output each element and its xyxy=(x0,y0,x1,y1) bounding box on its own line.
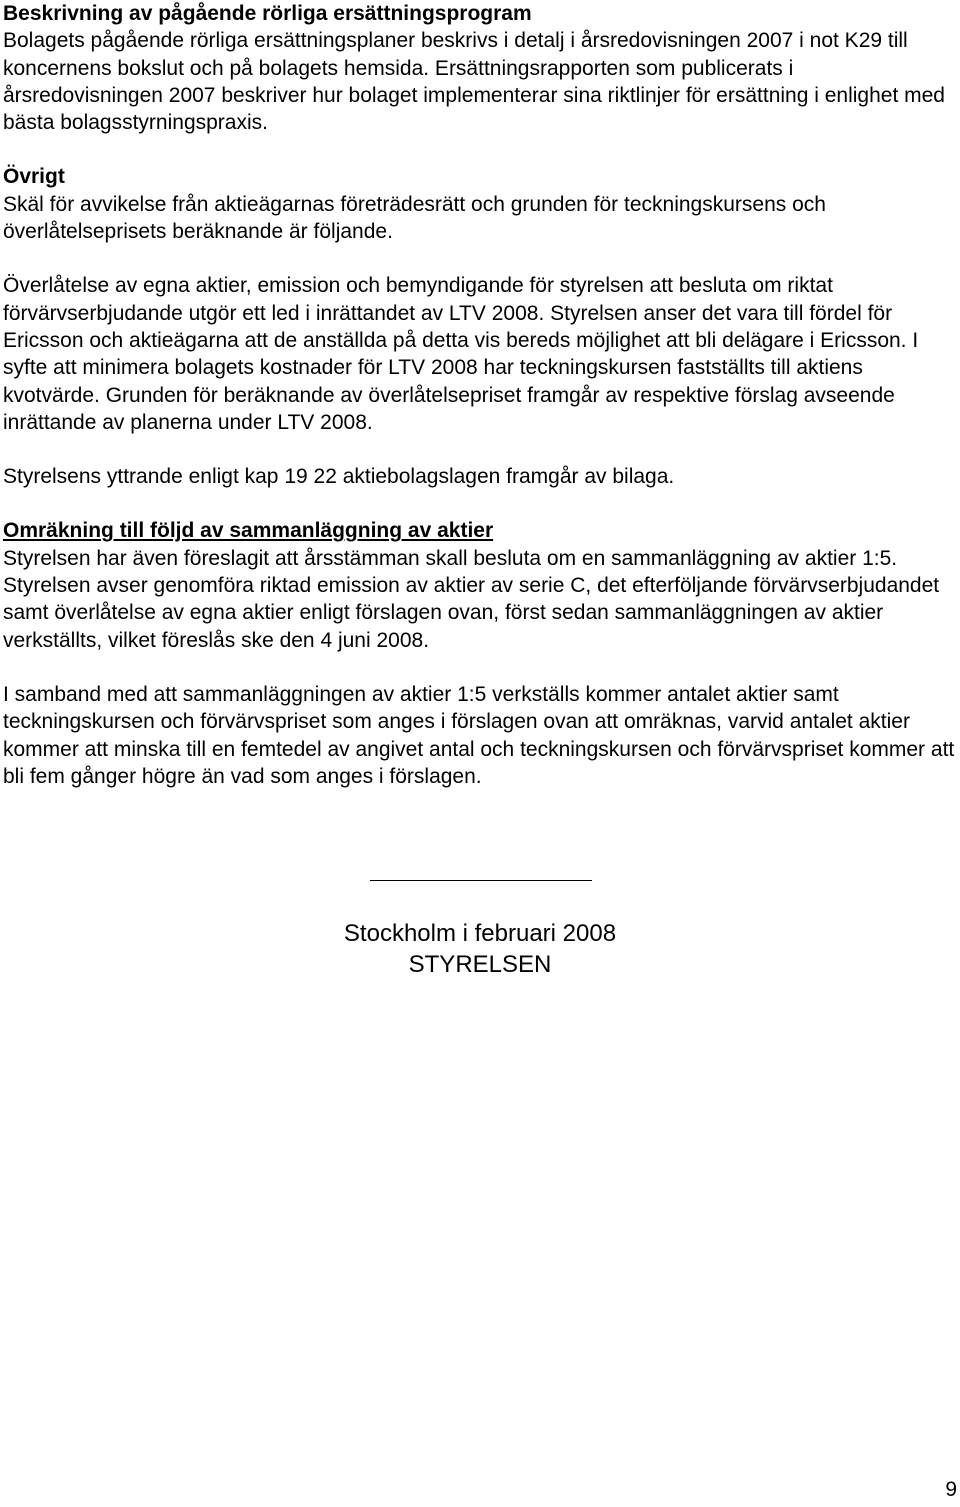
section-recalculation xyxy=(3,517,955,790)
section-heading-recalculation: Omräkning till följd av sammanläggning av aktier xyxy=(3,519,494,543)
document-page xyxy=(3,0,955,790)
program-body: Bolagets pågående rörliga ersättningsplaner beskrivs i detalj i årsredovisningen 2007 i not K29 till koncernens bokslut och på bolagets hemsida. Ersättningsrapporten som publicerats i årsredovisningen 2007 beskriver hur bolaget implementerar sina riktlinjer för ersättning i enlighet med bästa bolagsstyrningspraxis. xyxy=(3,29,945,135)
section-other xyxy=(3,163,955,490)
section-program xyxy=(3,0,955,136)
closing-signatory: STYRELSEN xyxy=(408,951,552,978)
section-heading-other: Övrigt xyxy=(3,165,65,189)
spacer xyxy=(3,654,955,681)
other-paragraph-3: Styrelsens yttrande enligt kap 19 22 aktiebolagslagen framgår av bilaga. xyxy=(3,465,675,489)
spacer xyxy=(3,490,955,517)
other-body: Skäl för avvikelse från aktieägarnas företrädesrätt och grunden för teckningskursens och överlåtelseprisets beräknande är följande. xyxy=(3,192,826,244)
recalculation-paragraph-2: I samband med att sammanläggningen av aktier 1:5 verkställs kommer antalet aktier samt teckningskursen och förvärvspriset som anges i förslagen ovan att omräknas, varvid antalet aktier kommer att minska till en femtedel av angivet antal och teckningskursen och förvärvspriset kommer att bli fem gånger högre än vad som anges i förslagen. xyxy=(3,682,955,788)
signature-line xyxy=(370,880,592,881)
closing-place-date: Stockholm i februari 2008 xyxy=(343,920,617,947)
section-heading-program: Beskrivning av pågående rörliga ersättningsprogram xyxy=(3,2,532,25)
spacer xyxy=(3,136,955,163)
spacer xyxy=(3,436,955,463)
other-paragraph-2: Överlåtelse av egna aktier, emission och bemyndigande för styrelsen att besluta om riktat förvärvserbjudande utgör ett led i inrättandet av LTV 2008. Styrelsen anser det vara till fördel för Ericsson och aktieägarna att de anställda på detta vis bereds möjlighet att bli delägare i Ericsson. I syfte att minimera bolagets kostnader för LTV 2008 har teckningskursen fastställts till aktiens kvotvärde. Grunden för beräknande av överlåtelsepriset framgår av respektive förslag avseende inrättande av planerna under LTV 2008. xyxy=(3,274,919,434)
page-number: 9 xyxy=(945,1478,957,1501)
spacer xyxy=(3,245,955,272)
recalculation-body: Styrelsen har även föreslagit att årsstämman skall besluta om en sammanläggning av aktier 1:5. Styrelsen avser genomföra riktad emission av aktier av serie C, det efterföljande förvärvserbjudandet samt överlåtelse av egna aktier enligt förslagen ovan, först sedan sammanläggningen av aktier verkställts, vilket föreslås ske den 4 juni 2008. xyxy=(3,546,940,652)
